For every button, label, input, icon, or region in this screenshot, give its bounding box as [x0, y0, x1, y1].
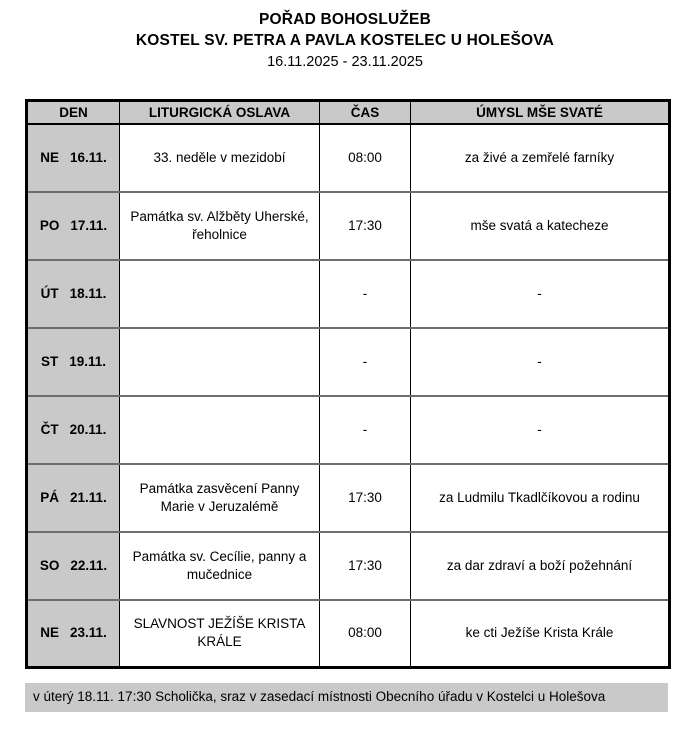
footer-note: v úterý 18.11. 17:30 Scholička, sraz v zasedací místnosti Obecního úřadu v Kostelci u Holešova — [25, 683, 668, 712]
table-row — [27, 464, 670, 532]
day-abbreviation: NE — [40, 625, 59, 641]
table-row — [27, 396, 670, 464]
day-cell — [27, 396, 120, 464]
table-row — [27, 532, 670, 600]
intention-cell: - — [411, 260, 670, 328]
feast-cell: SLAVNOST JEŽÍŠE KRISTA KRÁLE — [120, 600, 320, 668]
table-row — [27, 600, 670, 668]
day-abbreviation: ÚT — [40, 285, 59, 301]
day-abbreviation: ST — [40, 353, 59, 369]
day-cell — [27, 328, 120, 396]
day-abbreviation: SO — [39, 557, 60, 573]
day-date: 23.11. — [69, 625, 107, 641]
time-cell: 17:30 — [320, 464, 411, 532]
day-cell — [27, 600, 120, 668]
day-date: 17.11. — [70, 217, 108, 233]
time-cell: - — [320, 396, 411, 464]
feast-cell — [120, 396, 320, 464]
time-cell: 17:30 — [320, 192, 411, 260]
schedule-table — [25, 99, 671, 669]
time-cell: 08:00 — [320, 124, 411, 192]
day-date: 22.11. — [70, 557, 108, 573]
day-cell — [27, 532, 120, 600]
feast-cell: 33. neděle v mezidobí — [120, 124, 320, 192]
column-header-time: ČAS — [320, 101, 411, 124]
time-cell: 17:30 — [320, 532, 411, 600]
day-date: 21.11. — [69, 489, 107, 505]
table-header-row — [27, 101, 670, 124]
time-cell: 08:00 — [320, 600, 411, 668]
day-cell — [27, 124, 120, 192]
document-header — [0, 0, 690, 73]
column-header-feast: LITURGICKÁ OSLAVA — [120, 101, 320, 124]
day-cell — [27, 192, 120, 260]
day-abbreviation: PO — [39, 217, 60, 233]
feast-cell — [120, 328, 320, 396]
day-cell — [27, 464, 120, 532]
day-date: 20.11. — [69, 421, 107, 437]
intention-cell: - — [411, 396, 670, 464]
church-name: KOSTEL SV. PETRA A PAVLA KOSTELEC U HOLEŠOVA — [135, 32, 555, 49]
feast-cell: Památka sv. Alžběty Uherské, řeholnice — [120, 192, 320, 260]
intention-cell: mše svatá a katecheze — [411, 192, 670, 260]
page-title: POŘAD BOHOSLUŽEB — [259, 11, 431, 28]
time-cell: - — [320, 260, 411, 328]
day-cell — [27, 260, 120, 328]
day-date: 19.11. — [69, 353, 107, 369]
day-abbreviation: PÁ — [40, 489, 59, 505]
intention-cell: - — [411, 328, 670, 396]
feast-cell — [120, 260, 320, 328]
intention-cell: za dar zdraví a boží požehnání — [411, 532, 670, 600]
day-abbreviation: NE — [40, 149, 59, 165]
day-abbreviation: ČT — [40, 421, 59, 437]
table-row — [27, 260, 670, 328]
feast-cell: Památka zasvěcení Panny Marie v Jeruzalémě — [120, 464, 320, 532]
feast-cell: Památka sv. Cecílie, panny a mučednice — [120, 532, 320, 600]
intention-cell: ke cti Ježíše Krista Krále — [411, 600, 670, 668]
intention-cell: za živé a zemřelé farníky — [411, 124, 670, 192]
date-range: 16.11.2025 - 23.11.2025 — [267, 54, 423, 70]
day-date: 16.11. — [69, 149, 107, 165]
table-row — [27, 192, 670, 260]
column-header-day: DEN — [27, 101, 120, 124]
table-row — [27, 328, 670, 396]
table-row — [27, 124, 670, 192]
time-cell: - — [320, 328, 411, 396]
intention-cell: za Ludmilu Tkadlčíkovou a rodinu — [411, 464, 670, 532]
day-date: 18.11. — [69, 285, 107, 301]
column-header-intention: ÚMYSL MŠE SVATÉ — [411, 101, 670, 124]
schedule-body — [27, 124, 670, 668]
